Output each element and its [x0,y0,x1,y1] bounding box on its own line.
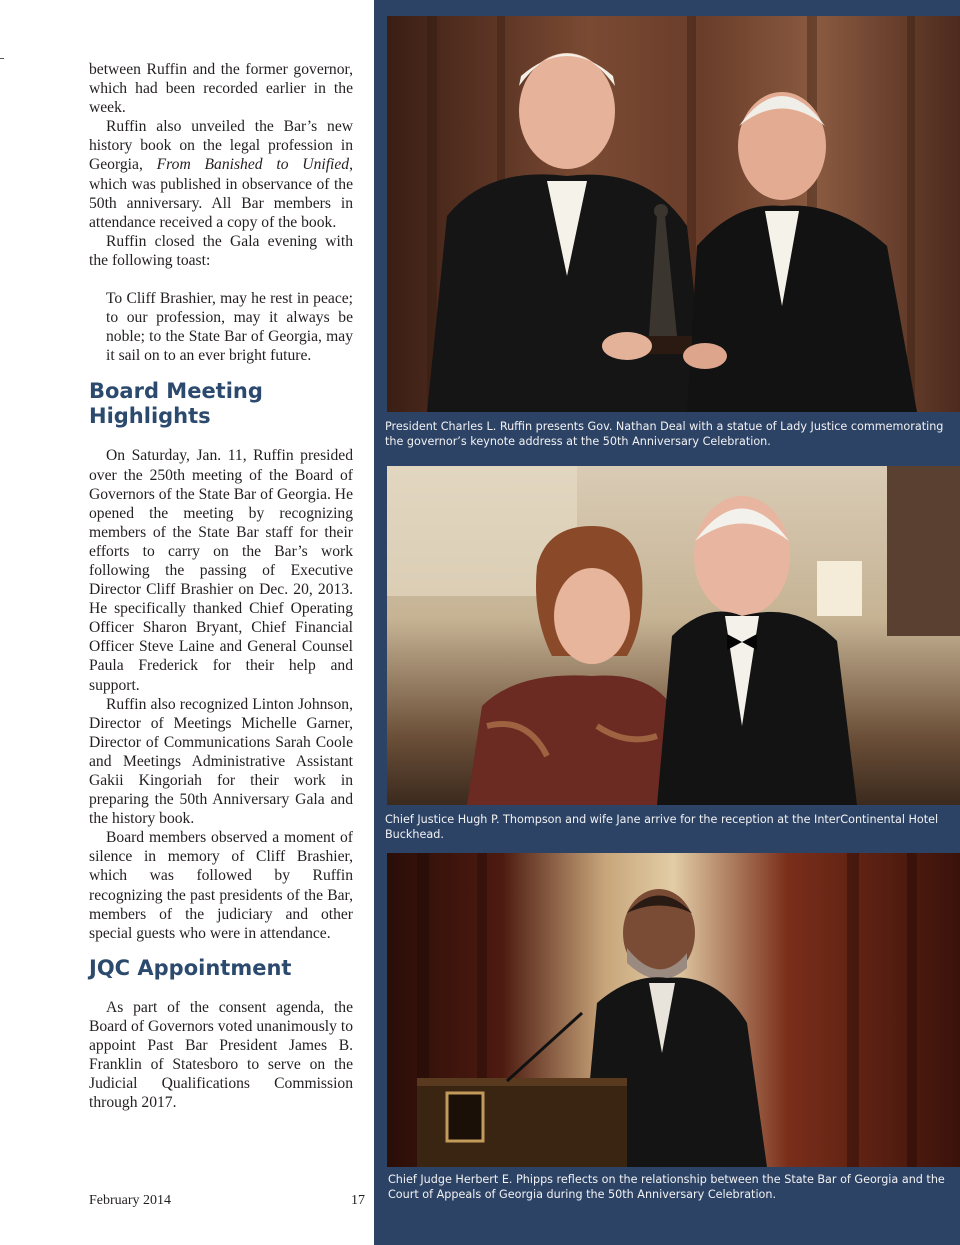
article-paragraph: Ruffin closed the Gala evening with the following toast: [89,232,353,269]
photo-caption: Chief Judge Herbert E. Phipps reflects on the relationship between the State Bar of Georgia and the Court of Appeals of Georgia during the 50th Anniversary Celebration. [388,1173,945,1201]
article-paragraph: As part of the consent agenda, the Board of Governors voted unanimously to appoint Past Bar President James B. Franklin of Statesboro to serve on the Judicial Qualifications Commission through 2017. [89,998,353,1112]
article-paragraph: On Saturday, Jan. 11, Ruffin presided over the 250th meeting of the Board of Governors of the State Bar of Georgia. He opened the meeting by recognizing members of the State Bar staff for their efforts to carry on the Bar’s work following the passing of Executive Director Cliff Brashier on Dec. 20, 2013. He specifically thanked Chief Operating Officer Sharon Bryant, Chief Financial Officer Steve Laine and General Counsel Paula Frederick for their help and support. [89,447,353,694]
paragraph-text: Ruffin also unveiled the Bar’s new history book on the legal profession in Georgia, [89,118,353,174]
page-footer [89,1193,365,1209]
photo-illustration [387,466,960,805]
photo-panel [374,0,960,1245]
section-heading-board: Board Meeting Highlights [89,379,263,429]
article-column [89,60,353,1112]
toast-text: To Cliff Brashier, may he rest in peace; to our profession, may it always be noble; to the State Bar of Georgia, may it sail on to an ever bright future. [106,290,353,365]
photo-illustration [387,16,960,412]
toast-quote [106,289,353,365]
book-title: From Banished to Unified [156,156,350,174]
page-number: 17 [351,1193,365,1208]
article-paragraph [89,117,353,232]
photo-ruffin-deal [387,16,960,412]
article-paragraph: between Ruffin and the former governor, which had been recorded earlier in the week. [89,61,353,117]
article-paragraph: Board members observed a moment of silence in memory of Cliff Brashier, which was followed by Ruffin recognizing the past presidents of the Bar, members of the judiciary and other special guests who were in attendance. [89,829,353,942]
photo-caption: President Charles L. Ruffin presents Gov. Nathan Deal with a statue of Lady Justice commemorating the governor’s keynote address at the 50th Anniversary Celebration. [385,420,944,448]
photo-thompson [387,466,960,805]
photo-phipps [387,853,960,1167]
crop-mark [0,58,4,59]
issue-date: February 2014 [89,1193,172,1208]
photo-caption: Chief Justice Hugh P. Thompson and wife Jane arrive for the reception at the InterContinental Hotel Buckhead. [385,813,939,841]
article-paragraph: Ruffin also recognized Linton Johnson, Director of Meetings Michelle Garner, Director of Communications Sarah Coole and Meetings Administrative Assistant Gakii Kingoriah for their work in preparing the 50th Anniversary Gala and the history book. [89,695,353,828]
photo-illustration [387,853,960,1167]
paragraph-text: , which was published in observance of the 50th anniversary. All Bar members in attendance received a copy of the book. [89,156,353,231]
section-heading-jqc: JQC Appointment [89,955,292,980]
